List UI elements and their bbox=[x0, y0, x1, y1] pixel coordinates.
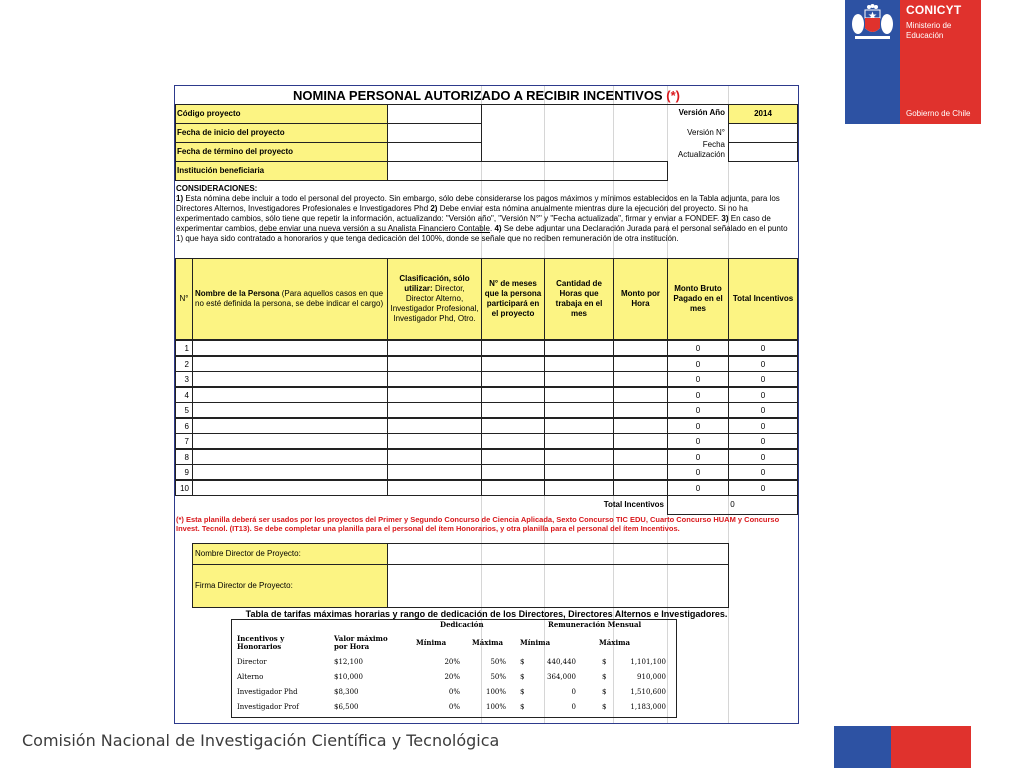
row-input-cell[interactable] bbox=[613, 433, 668, 449]
logo-brand: CONICYT bbox=[906, 3, 962, 17]
row-input-cell[interactable] bbox=[544, 464, 614, 480]
row-input-cell[interactable] bbox=[481, 340, 545, 356]
row-input-cell[interactable] bbox=[481, 433, 545, 449]
tarifa-cell-rmin: 0 bbox=[571, 688, 576, 696]
row-total: 0 bbox=[728, 449, 798, 465]
tarifa-col-min: Mínima bbox=[416, 638, 447, 647]
form-title-mark: (*) bbox=[666, 88, 680, 103]
tarifa-cell-tipo: Alterno bbox=[237, 673, 264, 681]
tarifa-cell-s1: $ bbox=[520, 673, 525, 681]
row-input-cell[interactable] bbox=[387, 418, 482, 434]
consid-u3: debe enviar una nueva versión a su Analista Financiero Contable bbox=[259, 224, 490, 233]
row-input-cell[interactable] bbox=[192, 464, 388, 480]
row-input-cell[interactable] bbox=[387, 480, 482, 496]
row-input-cell[interactable] bbox=[192, 387, 388, 403]
row-input-cell[interactable] bbox=[613, 480, 668, 496]
tarifa-cell-rmax: 1,101,100 bbox=[630, 658, 666, 666]
tarifa-cell-s1: $ bbox=[520, 703, 525, 711]
col-header-horas: Cantidad de Horas que trabaja en el mes bbox=[544, 258, 614, 340]
row-monto-bruto: 0 bbox=[667, 371, 729, 387]
tarifa-cell-rmax: 910,000 bbox=[637, 673, 666, 681]
logo-ministry bbox=[906, 21, 951, 41]
institucion-input[interactable] bbox=[387, 161, 668, 181]
consid-t3: En caso de experimentar cambios, bbox=[176, 214, 771, 233]
row-number: 9 bbox=[175, 464, 193, 480]
director-sign-input[interactable] bbox=[387, 564, 729, 608]
tarifa-cell-s1: $ bbox=[520, 688, 525, 696]
row-input-cell[interactable] bbox=[192, 371, 388, 387]
row-input-cell[interactable] bbox=[387, 433, 482, 449]
row-input-cell[interactable] bbox=[544, 433, 614, 449]
row-input-cell[interactable] bbox=[481, 371, 545, 387]
row-input-cell[interactable] bbox=[192, 418, 388, 434]
version-n-label: Versión N° bbox=[687, 128, 725, 137]
fecha-act-input[interactable] bbox=[728, 142, 798, 162]
row-input-cell[interactable] bbox=[192, 480, 388, 496]
tarifa-cell-tipo: Investigador Prof bbox=[237, 703, 299, 711]
codigo-input[interactable] bbox=[387, 104, 482, 124]
row-monto-bruto: 0 bbox=[667, 418, 729, 434]
considerations-heading: CONSIDERACIONES: bbox=[176, 184, 258, 193]
row-input-cell[interactable] bbox=[387, 340, 482, 356]
tarifa-cell-rmin: 440,440 bbox=[547, 658, 576, 666]
row-input-cell[interactable] bbox=[481, 356, 545, 372]
row-number: 8 bbox=[175, 449, 193, 465]
fecha-act-label-line2: Actualización bbox=[677, 150, 725, 159]
row-input-cell[interactable] bbox=[481, 449, 545, 465]
consid-t2: Debe enviar esta nómina anualmente mientras dure la ejecución del proyecto. Si no ha experimentado cambios, sólo tiene que repetir la información, actualizando: "Versión año", "Versión N°" y "Fecha actualizada", firmar y enviar a FONDEF. bbox=[176, 204, 748, 223]
tarifa-col-rmax: Máxima bbox=[599, 638, 631, 647]
row-total: 0 bbox=[728, 356, 798, 372]
considerations bbox=[176, 184, 796, 244]
logo-ministry-line1: Ministerio de bbox=[906, 21, 952, 30]
tarifa-cell-dmin: 20% bbox=[444, 673, 460, 681]
row-input-cell[interactable] bbox=[544, 371, 614, 387]
row-input-cell[interactable] bbox=[481, 402, 545, 418]
consid-n2: 2) bbox=[430, 204, 438, 213]
tarifa-cell-dmax: 50% bbox=[490, 658, 506, 666]
row-monto-bruto: 0 bbox=[667, 480, 729, 496]
col-header-nombre-bold: Nombre de la Persona bbox=[195, 289, 280, 298]
footer-bar-blue bbox=[834, 726, 891, 768]
row-monto-bruto: 0 bbox=[667, 387, 729, 403]
tarifa-col-valor-1: Valor máximo bbox=[334, 634, 388, 643]
tarifa-cell-rmin: 364,000 bbox=[547, 673, 576, 681]
row-input-cell[interactable] bbox=[613, 464, 668, 480]
consid-n3: 3) bbox=[721, 214, 729, 223]
row-input-cell[interactable] bbox=[192, 449, 388, 465]
tarifa-cell-tipo: Director bbox=[237, 658, 267, 666]
tarifa-title: Tabla de tarifas máximas horarias y rango de dedicación de los Directores, Directores Alternos e Investigadores. bbox=[245, 609, 728, 619]
col-header-n: N° bbox=[175, 258, 193, 340]
tarifa-cell-s1: $ bbox=[520, 658, 525, 666]
logo-ministry-line2: Educación bbox=[906, 31, 944, 40]
tarifa-table bbox=[231, 619, 677, 718]
row-input-cell[interactable] bbox=[387, 402, 482, 418]
col-header-monto-hora: Monto por Hora bbox=[613, 258, 668, 340]
tarifa-cell-dmin: 20% bbox=[444, 658, 460, 666]
tarifa-col-valor-2: por Hora bbox=[334, 642, 370, 651]
row-input-cell[interactable] bbox=[613, 371, 668, 387]
tarifa-cell-rmax: 1,183,000 bbox=[630, 703, 666, 711]
footer-title: Comisión Nacional de Investigación Científica y Tecnológica bbox=[22, 731, 500, 750]
tarifa-dedicacion: Dedicación bbox=[440, 620, 484, 629]
logo-blue-panel bbox=[845, 0, 900, 124]
tarifa-cell-valor: $10,000 bbox=[334, 673, 363, 681]
row-input-cell[interactable] bbox=[192, 402, 388, 418]
row-input-cell[interactable] bbox=[192, 340, 388, 356]
version-anio-value[interactable]: 2014 bbox=[728, 104, 798, 124]
row-input-cell[interactable] bbox=[387, 387, 482, 403]
row-input-cell[interactable] bbox=[613, 418, 668, 434]
col-header-total: Total Incentivos bbox=[728, 258, 798, 340]
tarifa-cell-dmin: 0% bbox=[448, 703, 460, 711]
consid-t4: Se debe adjuntar una Declaración Jurada para el personal señalado en el punto 1) que haya sido contratado a honorarios y que tenga dedicación del 100%, donde se señale que no reciben remuneración de otra institución. bbox=[176, 224, 788, 243]
row-total: 0 bbox=[728, 402, 798, 418]
tarifa-remuneracion: Remuneración Mensual bbox=[548, 620, 642, 629]
row-input-cell[interactable] bbox=[387, 464, 482, 480]
row-total: 0 bbox=[728, 433, 798, 449]
row-number: 7 bbox=[175, 433, 193, 449]
row-input-cell[interactable] bbox=[481, 418, 545, 434]
row-input-cell[interactable] bbox=[544, 449, 614, 465]
form-title-text: NOMINA PERSONAL AUTORIZADO A RECIBIR INCENTIVOS bbox=[293, 88, 663, 103]
row-total: 0 bbox=[728, 480, 798, 496]
fecha-act-label bbox=[615, 140, 727, 162]
row-number: 1 bbox=[175, 340, 193, 356]
tarifa-cell-s2: $ bbox=[602, 688, 607, 696]
consid-t3b: . bbox=[489, 224, 495, 233]
tarifa-col-rmin: Mínima bbox=[520, 638, 551, 647]
row-monto-bruto: 0 bbox=[667, 449, 729, 465]
row-input-cell[interactable] bbox=[544, 418, 614, 434]
termino-input[interactable] bbox=[387, 142, 482, 162]
version-n-input[interactable] bbox=[728, 123, 798, 143]
row-total: 0 bbox=[728, 387, 798, 403]
codigo-label: Código proyecto bbox=[175, 104, 388, 124]
inicio-input[interactable] bbox=[387, 123, 482, 143]
col-header-clasif-bold: Clasificación, sólo utilizar: bbox=[399, 274, 470, 293]
row-input-cell[interactable] bbox=[544, 387, 614, 403]
total-incentivos-label: Total Incentivos bbox=[603, 500, 664, 509]
row-monto-bruto: 0 bbox=[667, 464, 729, 480]
form-title bbox=[175, 86, 798, 105]
row-input-cell[interactable] bbox=[481, 464, 545, 480]
director-name-label: Nombre Director de Proyecto: bbox=[192, 543, 388, 565]
col-header-nombre-rest: (Para aquellos casos en que no esté definida la persona, se debe indicar el cargo) bbox=[195, 289, 384, 308]
row-input-cell[interactable] bbox=[613, 356, 668, 372]
row-input-cell[interactable] bbox=[544, 402, 614, 418]
logo-government: Gobierno de Chile bbox=[906, 109, 971, 118]
row-input-cell[interactable] bbox=[613, 387, 668, 403]
row-monto-bruto: 0 bbox=[667, 402, 729, 418]
row-input-cell[interactable] bbox=[387, 356, 482, 372]
col-header-monto-bruto: Monto Bruto Pagado en el mes bbox=[667, 258, 729, 340]
termino-label: Fecha de término del proyecto bbox=[175, 142, 388, 162]
tarifa-cell-rmax: 1,510,600 bbox=[630, 688, 666, 696]
conicyt-logo bbox=[845, 0, 981, 124]
director-sign-label: Firma Director de Proyecto: bbox=[192, 564, 388, 608]
consid-n1: 1) bbox=[176, 194, 184, 203]
coat-of-arms-icon bbox=[849, 4, 896, 44]
footer-flag-bar bbox=[834, 726, 971, 768]
col-header-clasificacion bbox=[387, 258, 482, 340]
director-name-input[interactable] bbox=[387, 543, 729, 565]
footnote: (*) Esta planilla deberá ser usados por los proyectos del Primer y Segundo Concurso de Ciencia Aplicada, Sexto Concurso TIC EDU, Cuarto Concurso HUAM y Concurso Invest. Tecnol. (IT13). Se debe completar una planilla para el personal del ítem Honorarios, y otra planilla para el personal del ítem Incentivos. bbox=[176, 515, 780, 533]
row-number: 2 bbox=[175, 356, 193, 372]
tarifa-cell-tipo: Investigador Phd bbox=[237, 688, 298, 696]
row-monto-bruto: 0 bbox=[667, 433, 729, 449]
row-input-cell[interactable] bbox=[544, 340, 614, 356]
row-number: 10 bbox=[175, 480, 193, 496]
row-input-cell[interactable] bbox=[613, 340, 668, 356]
consid-t1: Esta nómina debe incluir a todo el personal del proyecto. Sin embargo, sólo debe considerarse los pagos máximos y mínimos establecidos en la Tabla adjunta, para los Directores Alternos, Investigadores Profesionales e Investigadores Phd bbox=[176, 194, 780, 213]
tarifa-cell-rmin: 0 bbox=[571, 703, 576, 711]
row-number: 5 bbox=[175, 402, 193, 418]
logo-red-panel bbox=[900, 0, 981, 124]
col-header-meses: N° de meses que la persona participará en el proyecto bbox=[481, 258, 545, 340]
tarifa-cell-s2: $ bbox=[602, 658, 607, 666]
row-input-cell[interactable] bbox=[192, 356, 388, 372]
row-monto-bruto: 0 bbox=[667, 356, 729, 372]
row-total: 0 bbox=[728, 464, 798, 480]
total-incentivos-value: 0 bbox=[667, 495, 798, 515]
row-input-cell[interactable] bbox=[613, 449, 668, 465]
tarifa-col-inc-2: Honorarios bbox=[237, 642, 282, 651]
tarifa-cell-dmin: 0% bbox=[448, 688, 460, 696]
tarifa-cell-dmax: 50% bbox=[490, 673, 506, 681]
tarifa-cell-valor: $6,500 bbox=[334, 703, 359, 711]
row-total: 0 bbox=[728, 371, 798, 387]
tarifa-cell-dmax: 100% bbox=[485, 688, 506, 696]
tarifa-cell-valor: $12,100 bbox=[334, 658, 363, 666]
tarifa-cell-valor: $8,300 bbox=[334, 688, 359, 696]
version-anio-label: Versión Año bbox=[678, 108, 725, 117]
row-input-cell[interactable] bbox=[544, 356, 614, 372]
tarifa-col-inc-1: Incentivos y bbox=[237, 634, 285, 643]
row-input-cell[interactable] bbox=[544, 480, 614, 496]
tarifa-cell-s2: $ bbox=[602, 673, 607, 681]
row-monto-bruto: 0 bbox=[667, 340, 729, 356]
row-number: 6 bbox=[175, 418, 193, 434]
col-header-nombre bbox=[192, 258, 388, 340]
row-number: 3 bbox=[175, 371, 193, 387]
row-input-cell[interactable] bbox=[387, 449, 482, 465]
row-input-cell[interactable] bbox=[387, 371, 482, 387]
incentivos-form bbox=[174, 85, 799, 724]
tarifa-cell-s2: $ bbox=[602, 703, 607, 711]
inicio-label: Fecha de inicio del proyecto bbox=[175, 123, 388, 143]
consid-n4: 4) bbox=[494, 224, 502, 233]
row-number: 4 bbox=[175, 387, 193, 403]
tarifa-cell-dmax: 100% bbox=[485, 703, 506, 711]
row-input-cell[interactable] bbox=[481, 480, 545, 496]
row-input-cell[interactable] bbox=[613, 402, 668, 418]
footer-bar-red bbox=[891, 726, 971, 768]
row-total: 0 bbox=[728, 418, 798, 434]
row-total: 0 bbox=[728, 340, 798, 356]
fecha-act-label-line1: Fecha bbox=[702, 140, 725, 149]
row-input-cell[interactable] bbox=[192, 433, 388, 449]
row-input-cell[interactable] bbox=[481, 387, 545, 403]
institucion-label: Institución beneficiaria bbox=[175, 161, 388, 181]
col-header-clasif-rest: Director, Director Alterno, Investigador Profesional, Investigador Phd, Otro. bbox=[390, 284, 479, 323]
tarifa-col-max: Máxima bbox=[472, 638, 504, 647]
